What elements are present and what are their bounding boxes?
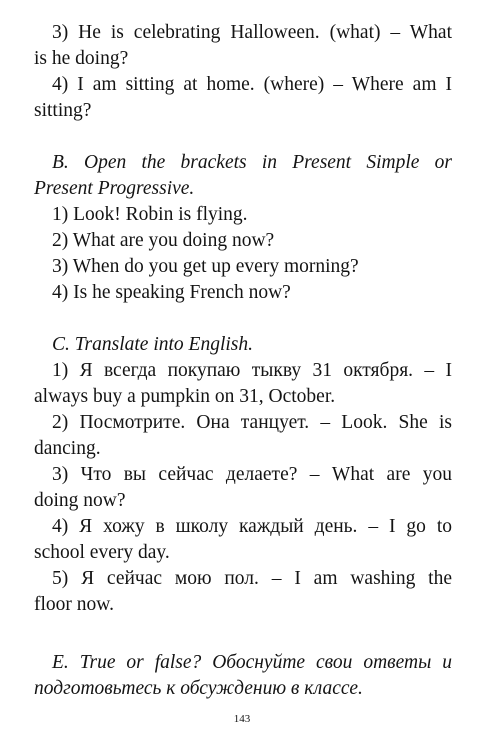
page-number: 143	[233, 713, 251, 725]
section-c-item-3-line-1: 3) Что вы сейчас делаете? – What are you	[52, 464, 452, 485]
section-b-item-1: 1) Look! Robin is flying.	[52, 204, 248, 225]
section-c-item-5-line-2: floor now.	[34, 594, 114, 615]
section-c-item-2-line-2: dancing.	[34, 438, 101, 459]
section-c-item-4-line-1: 4) Я хожу в школу каждый день. – I go to	[52, 516, 452, 537]
section-e-heading-line-2: подготовьтесь к обсуждению в классе.	[34, 678, 363, 699]
section-b-item-3: 3) When do you get up every morning?	[52, 256, 359, 277]
section-b-item-2: 2) What are you doing now?	[52, 230, 275, 251]
section-b-heading-line-1: B. Open the brackets in Present Simple or	[52, 152, 452, 173]
section-c-item-2-line-1: 2) Посмотрите. Она танцует. – Look. She is	[52, 412, 452, 433]
section-c-item-5-line-1: 5) Я сейчас мою пол. – I am washing the	[52, 568, 452, 589]
example-3-line-2: is he doing?	[34, 48, 129, 69]
section-c-item-1-line-2: always buy a pumpkin on 31, October.	[34, 386, 336, 407]
example-3-line-1: 3) He is celebrating Halloween. (what) – What	[52, 22, 452, 43]
section-b-heading-line-2: Present Progressive.	[34, 178, 195, 199]
section-c-heading: C. Translate into English.	[52, 334, 253, 355]
example-4-line-2: sitting?	[34, 100, 92, 121]
section-e-heading-line-1: E. True or false? Обоснуйте свои ответы и	[52, 652, 452, 673]
section-c-item-4-line-2: school every day.	[34, 542, 170, 563]
section-c-item-3-line-2: doing now?	[34, 490, 126, 511]
section-c-item-1-line-1: 1) Я всегда покупаю тыкву 31 октября. – I	[52, 360, 452, 381]
example-4-line-1: 4) I am sitting at home. (where) – Where am I	[52, 74, 452, 95]
section-b-item-4: 4) Is he speaking French now?	[52, 282, 291, 303]
